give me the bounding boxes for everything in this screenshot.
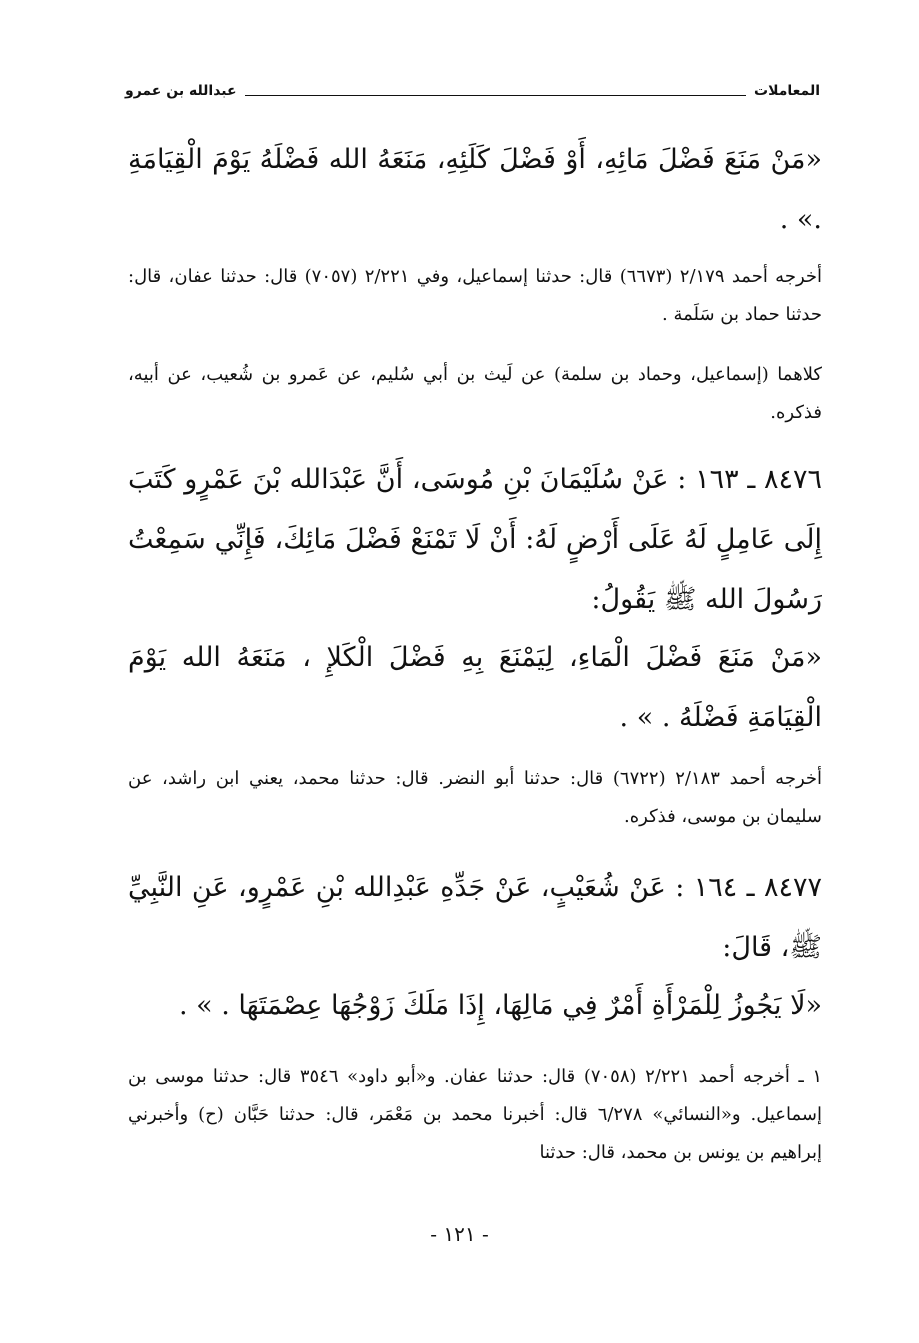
footnote: ١ ـ أخرجه أحمد ٢/٢٢١ (٧٠٥٨) قال: حدثنا عفان. و«أبو داود» ٣٥٤٦ قال: حدثنا موسى بن إسماعيل. و«النسائي» ٦/٢٧٨ قال: أخبرنا محمد بن مَعْمَر، قال: حدثنا حَبَّان (ح) وأخبرني إبراهيم بن يونس بن محمد، قال: حدثنا	[128, 1066, 823, 1163]
header-narrator-title: عبدالله بن عمرو	[125, 83, 237, 99]
header-rule	[245, 95, 746, 96]
page-number: - ١٢١ -	[430, 1222, 489, 1246]
takhrij-note: كلاهما (إسماعيل، وحماد بن سلمة) عن لَيث بن أبي سُليم، عن عَمرو بن شُعيب، عن أبيه، فذكره.	[128, 364, 822, 423]
hadith-text: «لَا يَجُوزُ لِلْمَرْأَةِ أَمْرٌ فِي مَالِهَا، إِذَا مَلَكَ زَوْجُهَا عِصْمَتَهَا . » .	[179, 990, 822, 1021]
hadith-text: «مَنْ مَنَعَ فَضْلَ الْمَاءِ، لِيَمْنَعَ بِهِ فَضْلَ الْكَلإِ ، مَنَعَهُ الله يَوْمَ الْقِيَامَةِ فَضْلَهُ . » .	[128, 642, 822, 733]
running-header	[125, 78, 820, 104]
hadith-text: ٨٤٧٧ ـ ١٦٤ : عَنْ شُعَيْبٍ، عَنْ جَدِّهِ عَبْدِالله بْنِ عَمْرٍو، عَنِ النَّبِيِّ ﷺ، قَالَ:	[128, 872, 823, 963]
hadith-text: «مَنْ مَنَعَ فَضْلَ مَائِهِ، أَوْ فَضْلَ كَلَئِهِ، مَنَعَهُ الله فَضْلَهُ يَوْمَ الْقِيَامَةِ .» .	[128, 144, 822, 235]
header-section-title: المعاملات	[754, 83, 820, 99]
takhrij-note: أخرجه أحمد ٢/١٧٩ (٦٦٧٣) قال: حدثنا إسماعيل، وفي ٢/٢٢١ (٧٠٥٧) قال: حدثنا عفان، قال: حدثنا حماد بن سَلَمة .	[128, 266, 823, 325]
hadith-text: ٨٤٧٦ ـ ١٦٣ : عَنْ سُلَيْمَانَ بْنِ مُوسَى، أَنَّ عَبْدَالله بْنَ عَمْرٍو كَتَبَ إِلَى عَامِلٍ لَهُ عَلَى أَرْضٍ لَهُ: أَنْ لَا تَمْنَعْ فَضْلَ مَائِكَ، فَإِنِّي سَمِعْتُ رَسُولَ الله ﷺ يَقُولُ:	[128, 464, 822, 615]
takhrij-note: أخرجه أحمد ٢/١٨٣ (٦٧٢٢) قال: حدثنا أبو النضر. قال: حدثنا محمد، يعني ابن راشد، عن سليمان بن موسى، فذكره.	[128, 768, 823, 827]
